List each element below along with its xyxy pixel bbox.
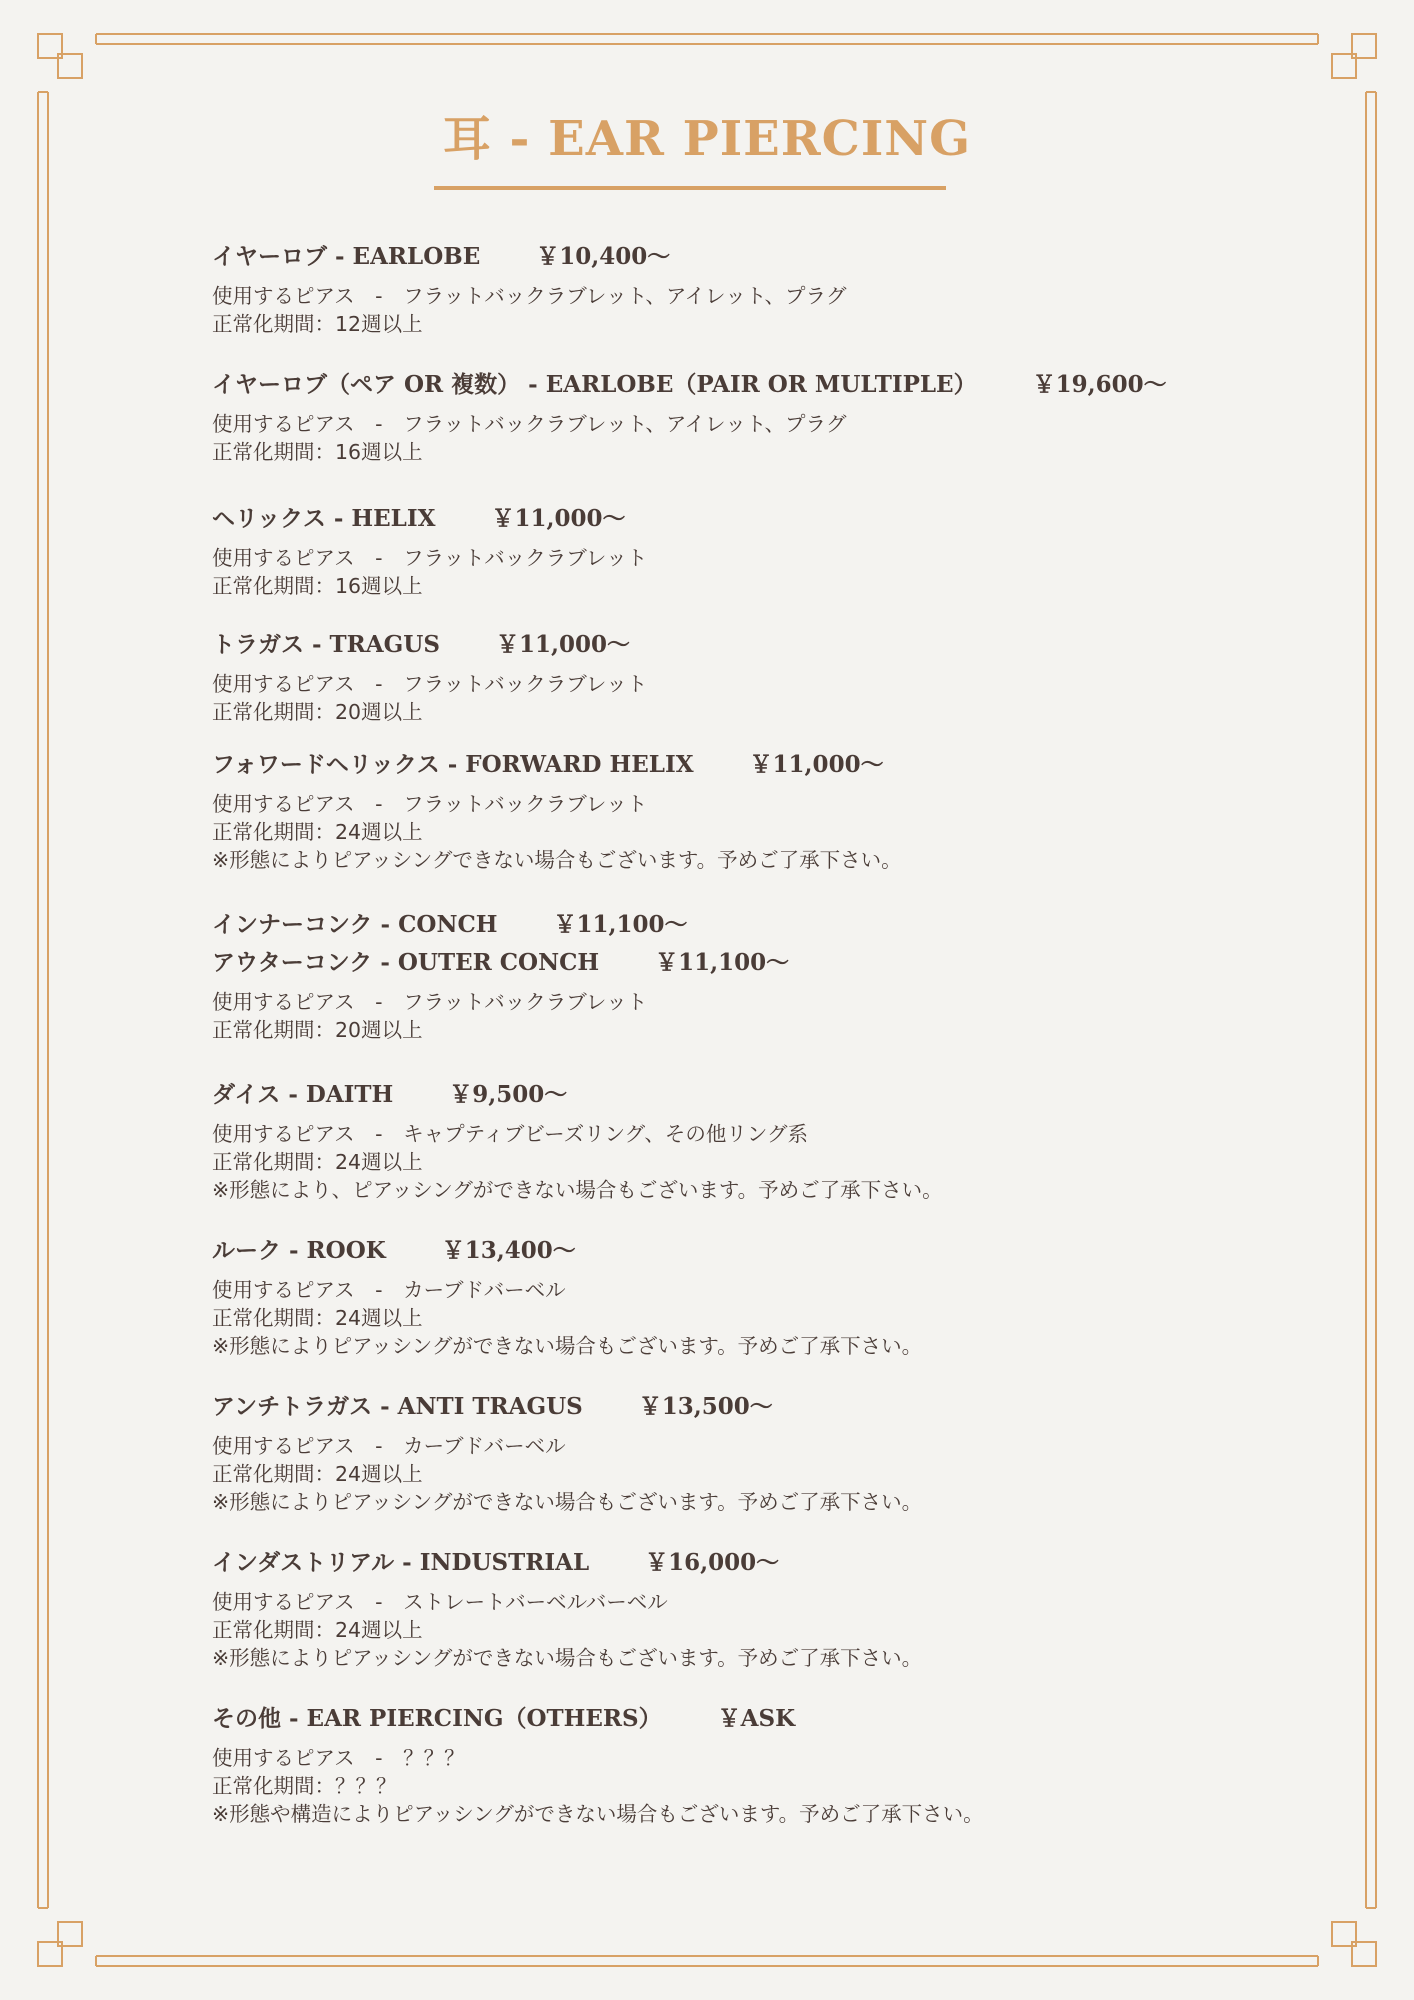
- piercing-name: インナーコンク - CONCH: [212, 911, 498, 938]
- piercing-price: ￥11,000〜: [495, 631, 630, 658]
- piercing-name: トラガス - TRAGUS: [212, 631, 440, 658]
- piercing-name: インダストリアル - INDUSTRIAL: [212, 1549, 590, 1576]
- menu-item-details: [212, 1432, 1212, 1516]
- jewelry-type: 使用するピアス - フラットバックラブレット、アイレット、プラグ: [212, 284, 847, 308]
- jewelry-type: 使用するピアス - フラットバックラブレット: [212, 792, 648, 816]
- healing-period: 正常化期間：12週以上: [212, 312, 423, 336]
- menu-item-heading: [212, 1700, 1212, 1738]
- healing-period: 正常化期間：？？？: [212, 1774, 397, 1798]
- jewelry-type: 使用するピアス - カーブドバーベル: [212, 1278, 566, 1302]
- jewelry-type: 使用するピアス - フラットバックラブレット: [212, 990, 648, 1014]
- page-title: 耳 - EAR PIERCING: [442, 111, 972, 167]
- healing-period: 正常化期間：20週以上: [212, 700, 423, 724]
- menu-item-details: [212, 1744, 1212, 1828]
- menu-item-details: [212, 670, 1212, 726]
- healing-period: 正常化期間：24週以上: [212, 1462, 423, 1486]
- piercing-price: ￥16,000〜: [645, 1549, 780, 1576]
- piercing-name: ルーク - ROOK: [212, 1237, 386, 1264]
- jewelry-type: 使用するピアス - ？？？: [212, 1746, 465, 1770]
- piercing-name: イヤーロブ - EARLOBE: [212, 243, 481, 270]
- piercing-price: ￥9,500〜: [449, 1081, 568, 1108]
- jewelry-type: 使用するピアス - キャプティブビーズリング、その他リング系: [212, 1122, 808, 1146]
- menu-item-heading: [212, 944, 1212, 982]
- caution-note: ※形態によりピアッシングができない場合もございます。予めご了承下さい。: [212, 1646, 923, 1670]
- menu-item-heading: [212, 366, 1212, 404]
- piercing-price: ￥10,400〜: [536, 243, 671, 270]
- piercing-price: ￥19,600〜: [1032, 371, 1167, 398]
- menu-item-heading: [212, 906, 1212, 944]
- menu-item-heading: [212, 746, 1212, 784]
- menu-item: [212, 1076, 1212, 1204]
- piercing-name: ダイス - DAITH: [212, 1081, 394, 1108]
- menu-item-details: [212, 1120, 1212, 1204]
- jewelry-type: 使用するピアス - カーブドバーベル: [212, 1434, 566, 1458]
- jewelry-type: 使用するピアス - フラットバックラブレット、アイレット、プラグ: [212, 412, 847, 436]
- menu-item-heading: [212, 500, 1212, 538]
- piercing-price: ￥ASK: [717, 1705, 796, 1732]
- piercing-price: ￥11,100〜: [655, 949, 790, 976]
- menu-item-details: [212, 988, 1212, 1044]
- menu-item-heading: [212, 1232, 1212, 1270]
- menu-item-details: [212, 1276, 1212, 1360]
- menu-item-heading: [212, 1388, 1212, 1426]
- healing-period: 正常化期間：24週以上: [212, 1150, 423, 1174]
- menu-item: [212, 1232, 1212, 1360]
- piercing-name: ヘリックス - HELIX: [212, 505, 436, 532]
- healing-period: 正常化期間：16週以上: [212, 440, 423, 464]
- menu-item: [212, 366, 1212, 466]
- jewelry-type: 使用するピアス - フラットバックラブレット: [212, 546, 648, 570]
- piercing-name: その他 - EAR PIERCING（OTHERS）: [212, 1705, 662, 1732]
- menu-item: [212, 238, 1212, 338]
- menu-item-details: [212, 790, 1212, 874]
- piercing-name: イヤーロブ（ペア OR 複数） - EARLOBE（PAIR OR MULTIPLE）: [212, 371, 977, 398]
- piercing-price: ￥13,400〜: [441, 1237, 576, 1264]
- menu-item-details: [212, 544, 1212, 600]
- menu-item-details: [212, 410, 1212, 466]
- healing-period: 正常化期間：24週以上: [212, 1306, 423, 1330]
- piercing-price: ￥11,000〜: [749, 751, 884, 778]
- jewelry-type: 使用するピアス - ストレートバーベルバーベル: [212, 1590, 668, 1614]
- menu-item: [212, 746, 1212, 874]
- title-area: [0, 100, 1414, 169]
- piercing-price: ￥11,100〜: [553, 911, 688, 938]
- menu-item: [212, 1544, 1212, 1672]
- menu-item: [212, 500, 1212, 600]
- menu-item-details: [212, 282, 1212, 338]
- jewelry-type: 使用するピアス - フラットバックラブレット: [212, 672, 648, 696]
- piercing-name: フォワードヘリックス - FORWARD HELIX: [212, 751, 694, 778]
- menu-item-heading: [212, 1076, 1212, 1114]
- menu-item-heading: [212, 238, 1212, 276]
- menu-item: [212, 1388, 1212, 1516]
- menu-item: [212, 906, 1212, 1044]
- title-underline: [434, 186, 946, 190]
- caution-note: ※形態や構造によりピアッシングができない場合もございます。予めご了承下さい。: [212, 1802, 984, 1826]
- healing-period: 正常化期間：24週以上: [212, 1618, 423, 1642]
- healing-period: 正常化期間：16週以上: [212, 574, 423, 598]
- menu-item-heading: [212, 626, 1212, 664]
- piercing-price: ￥13,500〜: [638, 1393, 773, 1420]
- menu-item-heading: [212, 1544, 1212, 1582]
- piercing-name: アウターコンク - OUTER CONCH: [212, 949, 600, 976]
- piercing-price: ￥11,000〜: [491, 505, 626, 532]
- healing-period: 正常化期間：20週以上: [212, 1018, 423, 1042]
- menu-item: [212, 1700, 1212, 1828]
- menu-item-details: [212, 1588, 1212, 1672]
- menu-item: [212, 626, 1212, 726]
- healing-period: 正常化期間：24週以上: [212, 820, 423, 844]
- caution-note: ※形態によりピアッシングができない場合もございます。予めご了承下さい。: [212, 1334, 923, 1358]
- caution-note: ※形態によりピアッシングできない場合もございます。予めご了承下さい。: [212, 848, 902, 872]
- caution-note: ※形態により、ピアッシングができない場合もございます。予めご了承下さい。: [212, 1178, 943, 1202]
- piercing-name: アンチトラガス - ANTI TRAGUS: [212, 1393, 583, 1420]
- caution-note: ※形態によりピアッシングができない場合もございます。予めご了承下さい。: [212, 1490, 923, 1514]
